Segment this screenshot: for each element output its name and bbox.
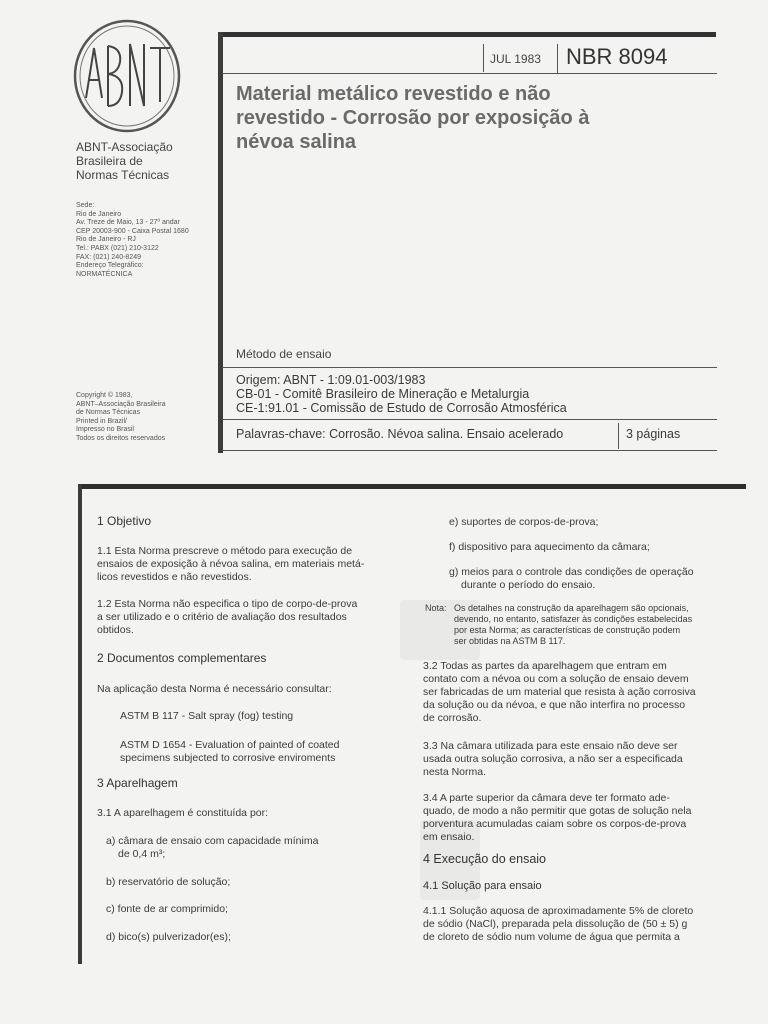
- origin-line: CE-1:91.01 - Comissão de Estudo de Corrosão Atmosférica: [236, 401, 567, 415]
- text-line: Os detalhes na construção da aparelhagem são opcionais,: [454, 603, 689, 613]
- pages-separator: [618, 423, 619, 449]
- text-line: 3.1 A aparelhagem é constituída por:: [97, 807, 269, 819]
- note-text: [454, 603, 692, 647]
- copyright-line: Printed in Brazil/: [76, 417, 127, 425]
- text-line: 3.3 Na câmara utilizada para este ensaio não deve ser: [423, 740, 678, 752]
- text-line: Na aplicação desta Norma é necessário consultar:: [97, 683, 332, 695]
- copyright-line: Impresso no Brasil: [76, 426, 134, 434]
- address-line: FAX: (021) 240-8249: [76, 253, 141, 261]
- text-line: a) câmara de ensaio com capacidade mínima: [106, 835, 319, 847]
- keywords: Palavras-chave: Corrosão. Névoa salina. Ensaio acelerado: [236, 427, 564, 441]
- body-left-rule: [78, 484, 82, 964]
- divider: [222, 367, 717, 368]
- text-line: durante o período do ensaio.: [461, 579, 596, 591]
- text-line: em ensaio.: [423, 831, 475, 843]
- text-line: da solução ou da névoa, e que não interfira no processo: [423, 699, 686, 711]
- origin-info: [236, 373, 567, 415]
- abnt-logo: [72, 18, 182, 134]
- text-line: e) suportes de corpos-de-prova;: [449, 516, 599, 528]
- address-line: Rio de Janeiro - RJ: [76, 236, 136, 244]
- paragraph-4-1-1: [423, 905, 693, 944]
- address-line: Tel.: PABX (021) 210-3122: [76, 244, 159, 252]
- address-line: Sede:: [76, 202, 95, 209]
- divider: [222, 450, 717, 451]
- text-line: ser fabricadas de um material que resista à ação corrosiva: [423, 686, 696, 698]
- text-line: ensaios de exposição à névoa salina, em materiais metá-: [97, 558, 365, 570]
- address-line: Av. Treze de Maio, 13 - 27º andar: [76, 219, 180, 227]
- text-line: a ser utilizado e o critério de avaliação dos resultados: [97, 611, 347, 623]
- text-line: specimens subjected to corrosive enviroments: [120, 752, 336, 764]
- code-separator: [557, 44, 558, 74]
- body-top-rule: [78, 484, 746, 489]
- text-line: contato com a névoa ou com a solução de ensaio devem: [423, 673, 689, 685]
- standard-code: NBR 8094: [566, 44, 668, 69]
- section-heading: 2 Documentos complementares: [97, 651, 267, 665]
- list-item-f: [449, 541, 650, 554]
- paragraph-1-2: [97, 598, 357, 637]
- origin-line: Origem: ABNT - 1:09.01-003/1983: [236, 373, 426, 387]
- text-line: f) dispositivo para aquecimento da câmara;: [449, 541, 650, 553]
- paragraph-3-1: [97, 807, 268, 820]
- text-line: usada outra solução corrosiva, a não ser a especificada: [423, 753, 683, 765]
- org-address: [76, 202, 226, 279]
- title-line: Material metálico revestido e não: [236, 83, 551, 105]
- text-line: 1.2 Esta Norma não especifica o tipo de corpo-de-prova: [97, 598, 358, 610]
- text-line: ASTM B 117 - Salt spray (fog) testing: [120, 710, 294, 722]
- copyright-line: ABNT–Associação Brasileira: [76, 400, 166, 408]
- text-line: de corrosão.: [423, 712, 482, 724]
- copyright-line: Copyright © 1983,: [76, 392, 133, 399]
- text-line: porventura acumuladas caiam sobre os corpos-de-prova: [423, 818, 687, 830]
- paragraph-3-4: [423, 792, 692, 844]
- text-line: ASTM D 1654 - Evaluation of painted of coated: [120, 739, 340, 751]
- copyright-notice: [76, 392, 226, 444]
- section-heading: 3 Aparelhagem: [97, 776, 178, 790]
- paragraph-2: [97, 683, 332, 696]
- list-item-e: [449, 516, 598, 529]
- text-line: licos revestidos e não revestidos.: [97, 571, 252, 583]
- address-line: Endereço Telegráfico:: [76, 262, 144, 270]
- text-line: ser obtidas na ASTM B 117.: [454, 636, 566, 646]
- text-line: obtidos.: [97, 624, 134, 636]
- text-line: por esta Norma; as características de construção podem: [454, 625, 681, 635]
- document-title: [236, 82, 696, 154]
- title-line: névoa salina: [236, 131, 357, 153]
- text-line: 3.4 A parte superior da câmara deve ter formato ade-: [423, 792, 670, 804]
- org-name: [76, 140, 216, 182]
- list-item-c: [106, 903, 228, 916]
- text-line: de cloreto de sódio num volume de água que permita a: [423, 931, 680, 943]
- copyright-line: Todos os direitos reservados: [76, 434, 166, 442]
- text-line: devendo, no entanto, satisfazer às condições estabelecidas: [454, 614, 693, 624]
- text-line: b) reservatório de solução;: [106, 876, 231, 888]
- section-heading: 1 Objetivo: [97, 514, 152, 528]
- list-item-a: [106, 835, 318, 861]
- text-line: 1.1 Esta Norma prescreve o método para execução de: [97, 545, 353, 557]
- text-line: de sódio (NaCl), preparada pela dissolução de (50 ± 5) g: [423, 918, 688, 930]
- text-line: 4.1.1 Solução aquosa de aproximadamente 5% de cloreto: [423, 905, 694, 917]
- text-line: g) meios para o controle das condições de operação: [449, 566, 694, 578]
- address-line: NORMATÉCNICA: [76, 270, 133, 278]
- divider: [222, 419, 717, 420]
- subsection-heading: 4.1 Solução para ensaio: [423, 880, 542, 892]
- text-line: nesta Norma.: [423, 766, 487, 778]
- list-item-b: [106, 876, 230, 889]
- org-name-line: Brasileira de: [76, 154, 143, 168]
- document-type: Método de ensaio: [236, 347, 332, 361]
- address-line: Rio de Janeiro: [76, 210, 122, 218]
- note-label: Nota:: [425, 603, 447, 613]
- header-rule: [222, 73, 717, 74]
- header-left-rule: [218, 32, 223, 453]
- header-top-rule: [218, 32, 716, 37]
- list-item-d: [106, 931, 231, 944]
- org-name-line: ABNT-Associação: [76, 140, 173, 154]
- list-item-g: [449, 566, 694, 592]
- title-line: revestido - Corrosão por exposição à: [236, 107, 590, 129]
- paragraph-3-2: [423, 660, 696, 725]
- reference-astm-b117: [120, 710, 293, 723]
- reference-astm-d1654: [120, 739, 339, 765]
- address-line: CEP 20003-900 - Caixa Postal 1680: [76, 227, 189, 235]
- publication-date: JUL 1983: [490, 52, 541, 66]
- text-line: d) bico(s) pulverizador(es);: [106, 931, 231, 943]
- paragraph-3-3: [423, 740, 683, 779]
- org-name-line: Normas Técnicas: [76, 168, 170, 182]
- origin-line: CB-01 - Comitê Brasileiro de Mineração e Metalurgia: [236, 387, 530, 401]
- text-line: 3.2 Todas as partes da aparelhagem que entram em: [423, 660, 667, 672]
- text-line: c) fonte de ar comprimido;: [106, 903, 228, 915]
- text-line: de 0,4 m³;: [118, 848, 166, 860]
- copyright-line: de Normas Técnicas: [76, 409, 141, 417]
- page-count: 3 páginas: [626, 427, 681, 441]
- paragraph-1-1: [97, 545, 364, 584]
- text-line: quado, de modo a não permitir que gotas de solução nela: [423, 805, 692, 817]
- section-heading: 4 Execução do ensaio: [423, 852, 547, 866]
